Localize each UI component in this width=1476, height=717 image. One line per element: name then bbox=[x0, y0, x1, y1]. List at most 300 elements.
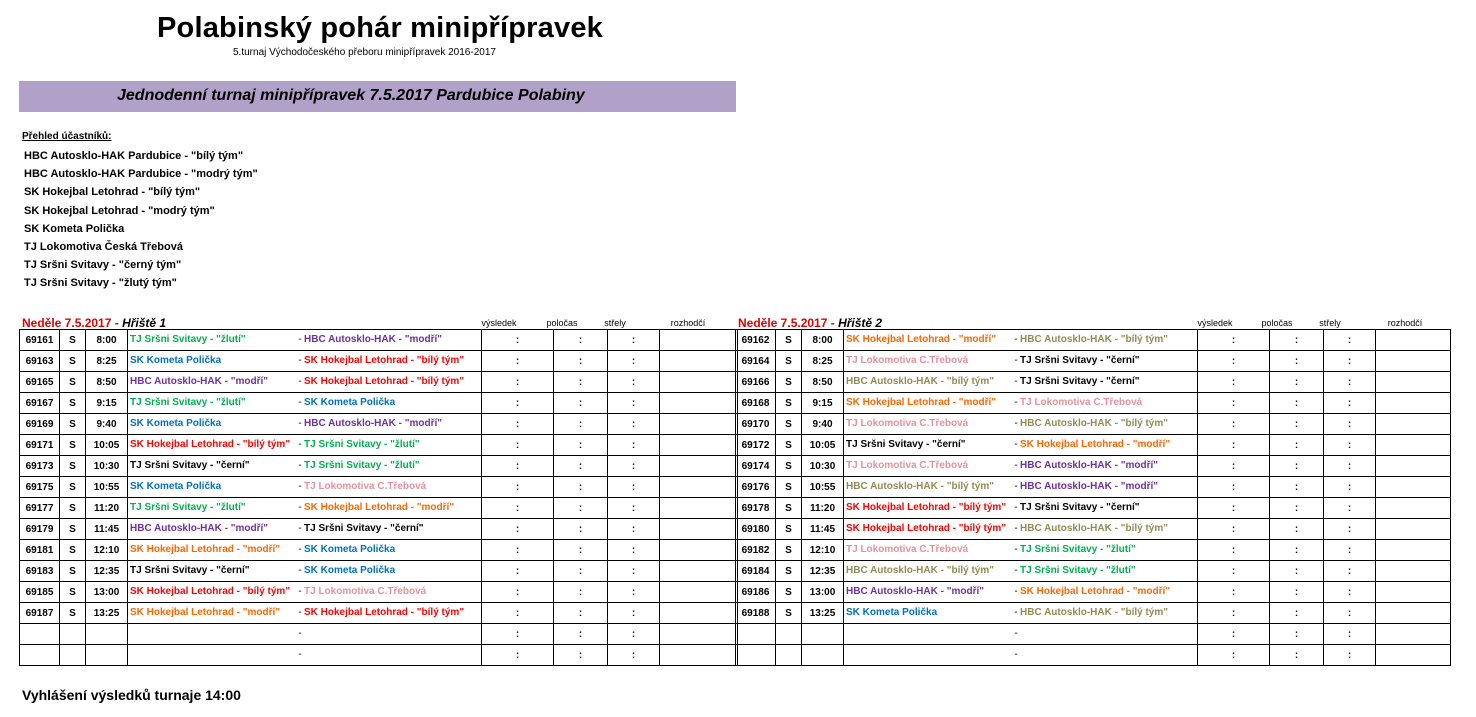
shots-cell: : bbox=[608, 603, 660, 624]
match-id: 69171 bbox=[20, 435, 60, 456]
away-team: HBC Autosklo-HAK - "bílý tým" bbox=[1020, 418, 1169, 430]
match-category: S bbox=[60, 372, 86, 393]
match-id: 69164 bbox=[736, 351, 776, 372]
match-teams bbox=[844, 414, 1198, 435]
team-separator: - bbox=[298, 649, 302, 661]
table-row bbox=[20, 582, 738, 603]
match-category: S bbox=[776, 414, 802, 435]
result-cell: : bbox=[1198, 561, 1270, 582]
home-team: SK Hokejbal Letohrad - "bílý tým" bbox=[846, 523, 1007, 535]
table-row bbox=[20, 540, 738, 561]
result-cell: : bbox=[482, 624, 554, 645]
home-team: TJ Lokomotiva Č.Třebová bbox=[846, 355, 969, 367]
match-time: 8:25 bbox=[802, 351, 844, 372]
match-time: 10:05 bbox=[86, 435, 128, 456]
halftime-cell: : bbox=[1270, 393, 1324, 414]
match-time: 9:40 bbox=[86, 414, 128, 435]
match-category: S bbox=[776, 582, 802, 603]
match-time: 9:15 bbox=[86, 393, 128, 414]
halftime-cell: : bbox=[1270, 372, 1324, 393]
result-cell: : bbox=[1198, 519, 1270, 540]
participant-item: TJ Lokomotiva Česká Třebová bbox=[24, 240, 183, 253]
table-row bbox=[736, 561, 1451, 582]
result-cell: : bbox=[1198, 435, 1270, 456]
match-category: S bbox=[60, 561, 86, 582]
away-team: TJ Lokomotiva Č.Třebová bbox=[304, 481, 427, 493]
away-team: SK Hokejbal Letohrad - "modří" bbox=[1020, 439, 1171, 451]
referee-cell bbox=[660, 330, 738, 351]
home-team: HBC Autosklo-HAK - "bílý tým" bbox=[846, 376, 995, 388]
result-cell: : bbox=[482, 519, 554, 540]
match-category bbox=[776, 645, 802, 666]
match-time: 11:20 bbox=[86, 498, 128, 519]
table-row bbox=[736, 477, 1451, 498]
shots-cell: : bbox=[1324, 372, 1376, 393]
away-team: HBC Autosklo-HAK - "modří" bbox=[1020, 481, 1158, 493]
col-header-shots: střely bbox=[604, 318, 626, 328]
match-time: 11:20 bbox=[802, 498, 844, 519]
match-id: 69182 bbox=[736, 540, 776, 561]
field-2-schedule-table bbox=[735, 329, 1451, 666]
result-cell: : bbox=[482, 435, 554, 456]
halftime-cell: : bbox=[554, 582, 608, 603]
match-teams bbox=[128, 477, 482, 498]
home-team: TJ Sršni Svitavy - "žlutí" bbox=[130, 397, 246, 409]
match-teams bbox=[128, 456, 482, 477]
match-teams bbox=[844, 561, 1198, 582]
match-teams bbox=[128, 393, 482, 414]
team-separator: - bbox=[298, 586, 302, 598]
team-separator: - bbox=[298, 439, 302, 451]
halftime-cell: : bbox=[554, 540, 608, 561]
match-id: 69176 bbox=[736, 477, 776, 498]
participant-item: TJ Sršni Svitavy - "žlutý tým" bbox=[24, 277, 177, 290]
match-time: 13:00 bbox=[802, 582, 844, 603]
result-cell: : bbox=[1198, 540, 1270, 561]
table-row bbox=[20, 435, 738, 456]
referee-cell bbox=[1376, 477, 1451, 498]
halftime-cell: : bbox=[554, 414, 608, 435]
col-header-ref: rozhodčí bbox=[1387, 318, 1423, 328]
match-category: S bbox=[60, 330, 86, 351]
match-id: 69163 bbox=[20, 351, 60, 372]
table-row bbox=[20, 372, 738, 393]
match-teams bbox=[844, 456, 1198, 477]
participants-list bbox=[24, 147, 258, 293]
table-row bbox=[20, 498, 738, 519]
away-team: HBC Autosklo-HAK - "modří" bbox=[304, 334, 442, 346]
team-separator: - bbox=[1014, 544, 1018, 556]
match-teams bbox=[128, 498, 482, 519]
referee-cell bbox=[660, 435, 738, 456]
referee-cell bbox=[1376, 603, 1451, 624]
shots-cell: : bbox=[608, 519, 660, 540]
match-category: S bbox=[60, 519, 86, 540]
referee-cell bbox=[660, 582, 738, 603]
home-team: SK Hokejbal Letohrad - "modří" bbox=[846, 397, 997, 409]
away-team: TJ Sršni Svitavy - "černí" bbox=[304, 523, 424, 535]
home-team: TJ Lokomotiva Č.Třebová bbox=[846, 460, 969, 472]
halftime-cell: : bbox=[1270, 435, 1324, 456]
participant-item: HBC Autosklo-HAK Pardubice - "bílý tým" bbox=[24, 150, 244, 162]
referee-cell bbox=[1376, 414, 1451, 435]
match-time: 11:45 bbox=[86, 519, 128, 540]
halftime-cell: : bbox=[554, 624, 608, 645]
match-time: 12:10 bbox=[802, 540, 844, 561]
match-teams bbox=[128, 624, 482, 645]
result-cell: : bbox=[482, 393, 554, 414]
shots-cell: : bbox=[608, 498, 660, 519]
match-id bbox=[20, 645, 60, 666]
match-category: S bbox=[776, 456, 802, 477]
away-team: HBC Autosklo-HAK - "bílý tým" bbox=[1020, 607, 1169, 619]
shots-cell: : bbox=[608, 477, 660, 498]
team-separator: - bbox=[298, 502, 302, 514]
halftime-cell: : bbox=[554, 372, 608, 393]
match-id: 69165 bbox=[20, 372, 60, 393]
match-time: 9:15 bbox=[802, 393, 844, 414]
away-team: TJ Sršni Svitavy - "žlutí" bbox=[304, 460, 420, 472]
away-team: SK Kometa Polička bbox=[304, 565, 396, 577]
home-team: HBC Autosklo-HAK - "bílý tým" bbox=[846, 565, 995, 577]
match-id: 69184 bbox=[736, 561, 776, 582]
match-id: 69178 bbox=[736, 498, 776, 519]
page-title: Polabinský pohár minipřípravek bbox=[157, 12, 603, 44]
team-separator: - bbox=[298, 523, 302, 535]
away-team: TJ Sršni Svitavy - "černí" bbox=[1020, 502, 1140, 514]
match-category: S bbox=[60, 582, 86, 603]
match-id: 69174 bbox=[736, 456, 776, 477]
result-cell: : bbox=[1198, 582, 1270, 603]
match-teams bbox=[128, 561, 482, 582]
shots-cell: : bbox=[608, 330, 660, 351]
away-team: HBC Autosklo-HAK - "bílý tým" bbox=[1020, 523, 1169, 535]
shots-cell: : bbox=[1324, 561, 1376, 582]
halftime-cell: : bbox=[1270, 540, 1324, 561]
home-team: HBC Autosklo-HAK - "bílý tým" bbox=[846, 481, 995, 493]
match-time: 13:25 bbox=[802, 603, 844, 624]
participant-item: SK Hokejbal Letohrad - "modrý tým" bbox=[24, 204, 215, 217]
result-cell: : bbox=[482, 603, 554, 624]
match-time: 8:50 bbox=[802, 372, 844, 393]
shots-cell: : bbox=[608, 645, 660, 666]
team-separator: - bbox=[298, 481, 302, 493]
team-separator: - bbox=[298, 397, 302, 409]
match-teams bbox=[128, 435, 482, 456]
away-team: TJ Lokomotiva Č.Třebová bbox=[1020, 397, 1143, 409]
match-time: 12:35 bbox=[86, 561, 128, 582]
halftime-cell: : bbox=[1270, 414, 1324, 435]
result-cell: : bbox=[1198, 372, 1270, 393]
away-team: HBC Autosklo-HAK - "modří" bbox=[1020, 460, 1158, 472]
match-time: 9:40 bbox=[802, 414, 844, 435]
team-separator: - bbox=[298, 376, 302, 388]
match-time: 8:25 bbox=[86, 351, 128, 372]
result-cell: : bbox=[1198, 498, 1270, 519]
result-cell: : bbox=[1198, 456, 1270, 477]
shots-cell: : bbox=[1324, 519, 1376, 540]
shots-cell: : bbox=[1324, 645, 1376, 666]
halftime-cell: : bbox=[554, 435, 608, 456]
referee-cell bbox=[1376, 330, 1451, 351]
result-cell: : bbox=[482, 456, 554, 477]
referee-cell bbox=[660, 393, 738, 414]
field-2-name: Hřiště 2 bbox=[838, 316, 883, 330]
match-id: 69179 bbox=[20, 519, 60, 540]
match-category: S bbox=[60, 351, 86, 372]
halftime-cell: : bbox=[1270, 582, 1324, 603]
shots-cell: : bbox=[1324, 603, 1376, 624]
away-team: TJ Sršni Svitavy - "černí" bbox=[1020, 376, 1140, 388]
result-cell: : bbox=[1198, 603, 1270, 624]
team-separator: - bbox=[1014, 481, 1018, 493]
match-category: S bbox=[776, 603, 802, 624]
match-id: 69185 bbox=[20, 582, 60, 603]
match-id: 69173 bbox=[20, 456, 60, 477]
shots-cell: : bbox=[608, 414, 660, 435]
match-teams bbox=[128, 330, 482, 351]
result-cell: : bbox=[1198, 645, 1270, 666]
match-teams bbox=[844, 393, 1198, 414]
home-team: SK Hokejbal Letohrad - "bílý tým" bbox=[846, 502, 1007, 514]
table-row bbox=[736, 351, 1451, 372]
result-cell: : bbox=[482, 561, 554, 582]
match-teams bbox=[128, 582, 482, 603]
team-separator: - bbox=[1014, 607, 1018, 619]
table-row bbox=[736, 645, 1451, 666]
match-category bbox=[60, 624, 86, 645]
match-category: S bbox=[776, 330, 802, 351]
shots-cell: : bbox=[1324, 351, 1376, 372]
referee-cell bbox=[660, 624, 738, 645]
results-announcement: Vyhlášení výsledků turnaje 14:00 bbox=[22, 687, 241, 703]
team-separator: - bbox=[1014, 628, 1018, 640]
table-row bbox=[20, 351, 738, 372]
table-row bbox=[20, 519, 738, 540]
home-team: SK Hokejbal Letohrad - "bílý tým" bbox=[130, 586, 291, 598]
home-team: TJ Lokomotiva Č.Třebová bbox=[846, 544, 969, 556]
match-category: S bbox=[776, 540, 802, 561]
match-category: S bbox=[60, 498, 86, 519]
field-1-date: Neděle 7.5.2017 - bbox=[22, 316, 119, 330]
banner-text: Jednodenní turnaj minipřípravek 7.5.2017 Pardubice Polabiny bbox=[117, 87, 585, 104]
referee-cell bbox=[660, 414, 738, 435]
match-id: 69180 bbox=[736, 519, 776, 540]
halftime-cell: : bbox=[1270, 519, 1324, 540]
referee-cell bbox=[1376, 561, 1451, 582]
match-teams bbox=[128, 351, 482, 372]
referee-cell bbox=[1376, 456, 1451, 477]
shots-cell: : bbox=[1324, 498, 1376, 519]
table-row bbox=[20, 456, 738, 477]
match-time bbox=[86, 624, 128, 645]
match-id: 69186 bbox=[736, 582, 776, 603]
result-cell: : bbox=[482, 540, 554, 561]
match-teams bbox=[844, 645, 1198, 666]
match-id bbox=[20, 624, 60, 645]
match-time: 8:00 bbox=[802, 330, 844, 351]
table-row bbox=[736, 519, 1451, 540]
halftime-cell: : bbox=[554, 603, 608, 624]
table-row bbox=[20, 603, 738, 624]
team-separator: - bbox=[298, 334, 302, 346]
match-teams bbox=[844, 603, 1198, 624]
match-id: 69162 bbox=[736, 330, 776, 351]
match-teams bbox=[844, 435, 1198, 456]
away-team: SK Hokejbal Letohrad - "bílý tým" bbox=[304, 376, 465, 388]
result-cell: : bbox=[482, 645, 554, 666]
match-category: S bbox=[60, 435, 86, 456]
table-row bbox=[20, 645, 738, 666]
halftime-cell: : bbox=[1270, 456, 1324, 477]
away-team: SK Kometa Polička bbox=[304, 544, 396, 556]
match-id bbox=[736, 624, 776, 645]
home-team: SK Kometa Polička bbox=[130, 355, 222, 367]
col-header-result: výsledek bbox=[1197, 318, 1233, 328]
shots-cell: : bbox=[1324, 540, 1376, 561]
halftime-cell: : bbox=[554, 351, 608, 372]
result-cell: : bbox=[1198, 330, 1270, 351]
result-cell: : bbox=[482, 351, 554, 372]
team-separator: - bbox=[1014, 523, 1018, 535]
shots-cell: : bbox=[608, 624, 660, 645]
match-id: 69167 bbox=[20, 393, 60, 414]
team-separator: - bbox=[1014, 649, 1018, 661]
table-row bbox=[736, 414, 1451, 435]
result-cell: : bbox=[482, 372, 554, 393]
match-id: 69169 bbox=[20, 414, 60, 435]
col-header-half: poločas bbox=[546, 318, 578, 328]
shots-cell: : bbox=[1324, 330, 1376, 351]
table-row bbox=[736, 624, 1451, 645]
match-category: S bbox=[776, 372, 802, 393]
match-teams bbox=[128, 372, 482, 393]
away-team: TJ Lokomotiva Č.Třebová bbox=[304, 586, 427, 598]
table-row bbox=[20, 414, 738, 435]
match-category: S bbox=[776, 351, 802, 372]
match-teams bbox=[128, 540, 482, 561]
away-team: SK Kometa Polička bbox=[304, 397, 396, 409]
referee-cell bbox=[660, 561, 738, 582]
col-header-shots: střely bbox=[1319, 318, 1341, 328]
home-team: TJ Lokomotiva Č.Třebová bbox=[846, 418, 969, 430]
home-team: TJ Sršni Svitavy - "černí" bbox=[846, 439, 966, 451]
field-1-name: Hřiště 1 bbox=[122, 316, 167, 330]
match-teams bbox=[844, 477, 1198, 498]
shots-cell: : bbox=[1324, 582, 1376, 603]
match-time bbox=[802, 624, 844, 645]
halftime-cell: : bbox=[1270, 645, 1324, 666]
match-time: 13:00 bbox=[86, 582, 128, 603]
match-category: S bbox=[776, 435, 802, 456]
referee-cell bbox=[660, 603, 738, 624]
shots-cell: : bbox=[1324, 456, 1376, 477]
table-row bbox=[20, 561, 738, 582]
participant-item: SK Kometa Polička bbox=[24, 222, 125, 235]
halftime-cell: : bbox=[1270, 330, 1324, 351]
referee-cell bbox=[660, 498, 738, 519]
result-cell: : bbox=[482, 414, 554, 435]
shots-cell: : bbox=[608, 540, 660, 561]
team-separator: - bbox=[1014, 334, 1018, 346]
away-team: TJ Sršni Svitavy - "žlutí" bbox=[304, 439, 420, 451]
team-separator: - bbox=[1014, 460, 1018, 472]
referee-cell bbox=[1376, 624, 1451, 645]
shots-cell: : bbox=[608, 372, 660, 393]
match-category bbox=[60, 645, 86, 666]
match-category: S bbox=[60, 477, 86, 498]
shots-cell: : bbox=[608, 351, 660, 372]
shots-cell: : bbox=[608, 435, 660, 456]
halftime-cell: : bbox=[554, 456, 608, 477]
table-row bbox=[736, 603, 1451, 624]
away-team: TJ Sršni Svitavy - "žlutí" bbox=[1020, 565, 1136, 577]
match-teams bbox=[844, 582, 1198, 603]
team-separator: - bbox=[298, 628, 302, 640]
match-id: 69187 bbox=[20, 603, 60, 624]
team-separator: - bbox=[1014, 355, 1018, 367]
halftime-cell: : bbox=[1270, 624, 1324, 645]
match-time: 10:30 bbox=[802, 456, 844, 477]
match-id: 69170 bbox=[736, 414, 776, 435]
shots-cell: : bbox=[1324, 435, 1376, 456]
match-time: 10:55 bbox=[86, 477, 128, 498]
team-separator: - bbox=[1014, 565, 1018, 577]
match-id: 69161 bbox=[20, 330, 60, 351]
home-team: TJ Sršni Svitavy - "černí" bbox=[130, 460, 250, 472]
team-separator: - bbox=[298, 565, 302, 577]
shots-cell: : bbox=[1324, 414, 1376, 435]
match-time: 10:55 bbox=[802, 477, 844, 498]
home-team: TJ Sršni Svitavy - "žlutí" bbox=[130, 502, 246, 514]
tournament-banner bbox=[19, 81, 736, 112]
referee-cell bbox=[1376, 351, 1451, 372]
shots-cell: : bbox=[1324, 477, 1376, 498]
match-category: S bbox=[776, 477, 802, 498]
referee-cell bbox=[1376, 519, 1451, 540]
home-team: SK Kometa Polička bbox=[130, 481, 222, 493]
table-row bbox=[20, 624, 738, 645]
match-id: 69183 bbox=[20, 561, 60, 582]
team-separator: - bbox=[298, 460, 302, 472]
team-separator: - bbox=[298, 607, 302, 619]
match-id: 69181 bbox=[20, 540, 60, 561]
page-subtitle: 5.turnaj Východočeského přeboru minipřípravek 2016-2017 bbox=[233, 47, 496, 58]
match-teams bbox=[844, 372, 1198, 393]
match-teams bbox=[844, 330, 1198, 351]
result-cell: : bbox=[1198, 477, 1270, 498]
home-team: SK Kometa Polička bbox=[130, 418, 222, 430]
match-teams bbox=[844, 498, 1198, 519]
participant-item: HBC Autosklo-HAK Pardubice - "modrý tým" bbox=[24, 168, 258, 181]
referee-cell bbox=[660, 372, 738, 393]
result-cell: : bbox=[1198, 624, 1270, 645]
col-header-half: poločas bbox=[1261, 318, 1293, 328]
home-team: SK Kometa Polička bbox=[846, 607, 938, 619]
referee-cell bbox=[1376, 498, 1451, 519]
table-row bbox=[736, 456, 1451, 477]
field-1-header bbox=[22, 316, 166, 330]
home-team: SK Hokejbal Letohrad - "modří" bbox=[130, 607, 281, 619]
referee-cell bbox=[1376, 540, 1451, 561]
match-time: 12:35 bbox=[802, 561, 844, 582]
col-header-result: výsledek bbox=[481, 318, 517, 328]
match-id: 69188 bbox=[736, 603, 776, 624]
match-teams bbox=[128, 645, 482, 666]
match-time: 8:50 bbox=[86, 372, 128, 393]
match-time: 8:00 bbox=[86, 330, 128, 351]
match-id bbox=[736, 645, 776, 666]
